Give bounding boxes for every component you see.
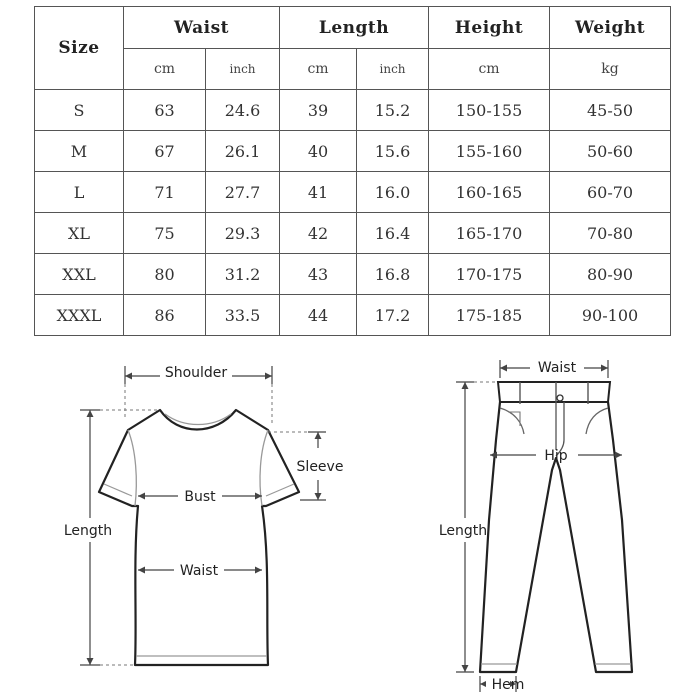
pants-waistband <box>498 382 610 402</box>
waist-cm-cell: 67 <box>124 131 206 172</box>
weight-kg-unit: kg <box>550 49 671 90</box>
waist-cm-cell: 86 <box>124 295 206 336</box>
length-cm-cell: 42 <box>280 213 357 254</box>
bust-label: Bust <box>184 489 216 505</box>
waist-inch-cell: 26.1 <box>206 131 280 172</box>
tshirt-left-cuff-stitch <box>104 484 132 496</box>
length-cm-cell: 44 <box>280 295 357 336</box>
waist-inch-cell: 29.3 <box>206 213 280 254</box>
sleeve-label: Sleeve <box>296 459 344 475</box>
tshirt-diagram <box>64 365 344 665</box>
table-row <box>35 90 671 131</box>
length-inch-cell: 17.2 <box>357 295 429 336</box>
height-cell: 170-175 <box>429 254 550 295</box>
shoulder-label: Shoulder <box>164 365 228 381</box>
shoulder-dimension <box>125 365 272 425</box>
weight-cell: 80-90 <box>550 254 671 295</box>
length-header: Length <box>280 7 429 49</box>
table-row <box>35 213 671 254</box>
table-row <box>35 295 671 336</box>
waist-inch-unit: inch <box>206 49 280 90</box>
table-row <box>35 254 671 295</box>
waist-inch-cell: 33.5 <box>206 295 280 336</box>
pants-right-pocket <box>586 408 608 434</box>
length-cm-cell: 41 <box>280 172 357 213</box>
size-chart-table <box>34 6 671 336</box>
length-cm-cell: 43 <box>280 254 357 295</box>
size-cell: XXXL <box>35 295 124 336</box>
height-cell: 160-165 <box>429 172 550 213</box>
waist-cm-cell: 80 <box>124 254 206 295</box>
length-inch-cell: 16.0 <box>357 172 429 213</box>
weight-cell: 70-80 <box>550 213 671 254</box>
waist-cm-cell: 63 <box>124 90 206 131</box>
hem-label: Hem <box>491 677 525 693</box>
shirt-waist-dimension <box>138 563 262 579</box>
weight-cell: 45-50 <box>550 90 671 131</box>
pants-length-label: Length <box>438 523 488 539</box>
size-cell: M <box>35 131 124 172</box>
height-header: Height <box>429 7 550 49</box>
length-cm-cell: 39 <box>280 90 357 131</box>
length-inch-cell: 15.6 <box>357 131 429 172</box>
weight-header: Weight <box>550 7 671 49</box>
pants-waist-label: Waist <box>537 360 577 376</box>
table-group-header-row <box>35 7 671 49</box>
waist-header: Waist <box>124 7 280 49</box>
length-cm-unit: cm <box>280 49 357 90</box>
waist-cm-cell: 71 <box>124 172 206 213</box>
waist-cm-cell: 75 <box>124 213 206 254</box>
hip-label: Hip <box>544 448 568 464</box>
size-cell: L <box>35 172 124 213</box>
weight-cell: 60-70 <box>550 172 671 213</box>
table-unit-row <box>35 49 671 90</box>
length-inch-cell: 16.4 <box>357 213 429 254</box>
weight-cell: 50-60 <box>550 131 671 172</box>
height-cell: 155-160 <box>429 131 550 172</box>
shirt-length-dimension <box>64 410 160 665</box>
size-cell: XL <box>35 213 124 254</box>
height-cell: 165-170 <box>429 213 550 254</box>
shirt-length-label: Length <box>63 523 113 539</box>
pants-left-coin-pocket <box>508 412 520 426</box>
size-cell: XXL <box>35 254 124 295</box>
length-inch-unit: inch <box>357 49 429 90</box>
waist-inch-cell: 31.2 <box>206 254 280 295</box>
hip-dimension <box>490 448 622 464</box>
height-cm-unit: cm <box>429 49 550 90</box>
length-inch-cell: 15.2 <box>357 90 429 131</box>
garment-diagrams <box>0 340 700 700</box>
weight-cell: 90-100 <box>550 295 671 336</box>
waist-inch-cell: 24.6 <box>206 90 280 131</box>
hem-dimension <box>480 676 524 693</box>
tshirt-outline <box>99 410 299 665</box>
table-row <box>35 172 671 213</box>
pants-diagram <box>439 360 632 693</box>
waist-inch-cell: 27.7 <box>206 172 280 213</box>
pants-button-icon <box>557 395 563 401</box>
pants-waist-dimension <box>500 360 608 378</box>
size-cell: S <box>35 90 124 131</box>
height-cell: 150-155 <box>429 90 550 131</box>
waist-cm-unit: cm <box>124 49 206 90</box>
size-header: Size <box>35 7 124 90</box>
shirt-waist-label: Waist <box>179 563 219 579</box>
tshirt-right-sleeve-seam <box>260 430 268 506</box>
bust-dimension <box>138 489 262 505</box>
tshirt-right-cuff-stitch <box>266 484 294 496</box>
length-cm-cell: 40 <box>280 131 357 172</box>
table-row <box>35 131 671 172</box>
height-cell: 175-185 <box>429 295 550 336</box>
length-inch-cell: 16.8 <box>357 254 429 295</box>
